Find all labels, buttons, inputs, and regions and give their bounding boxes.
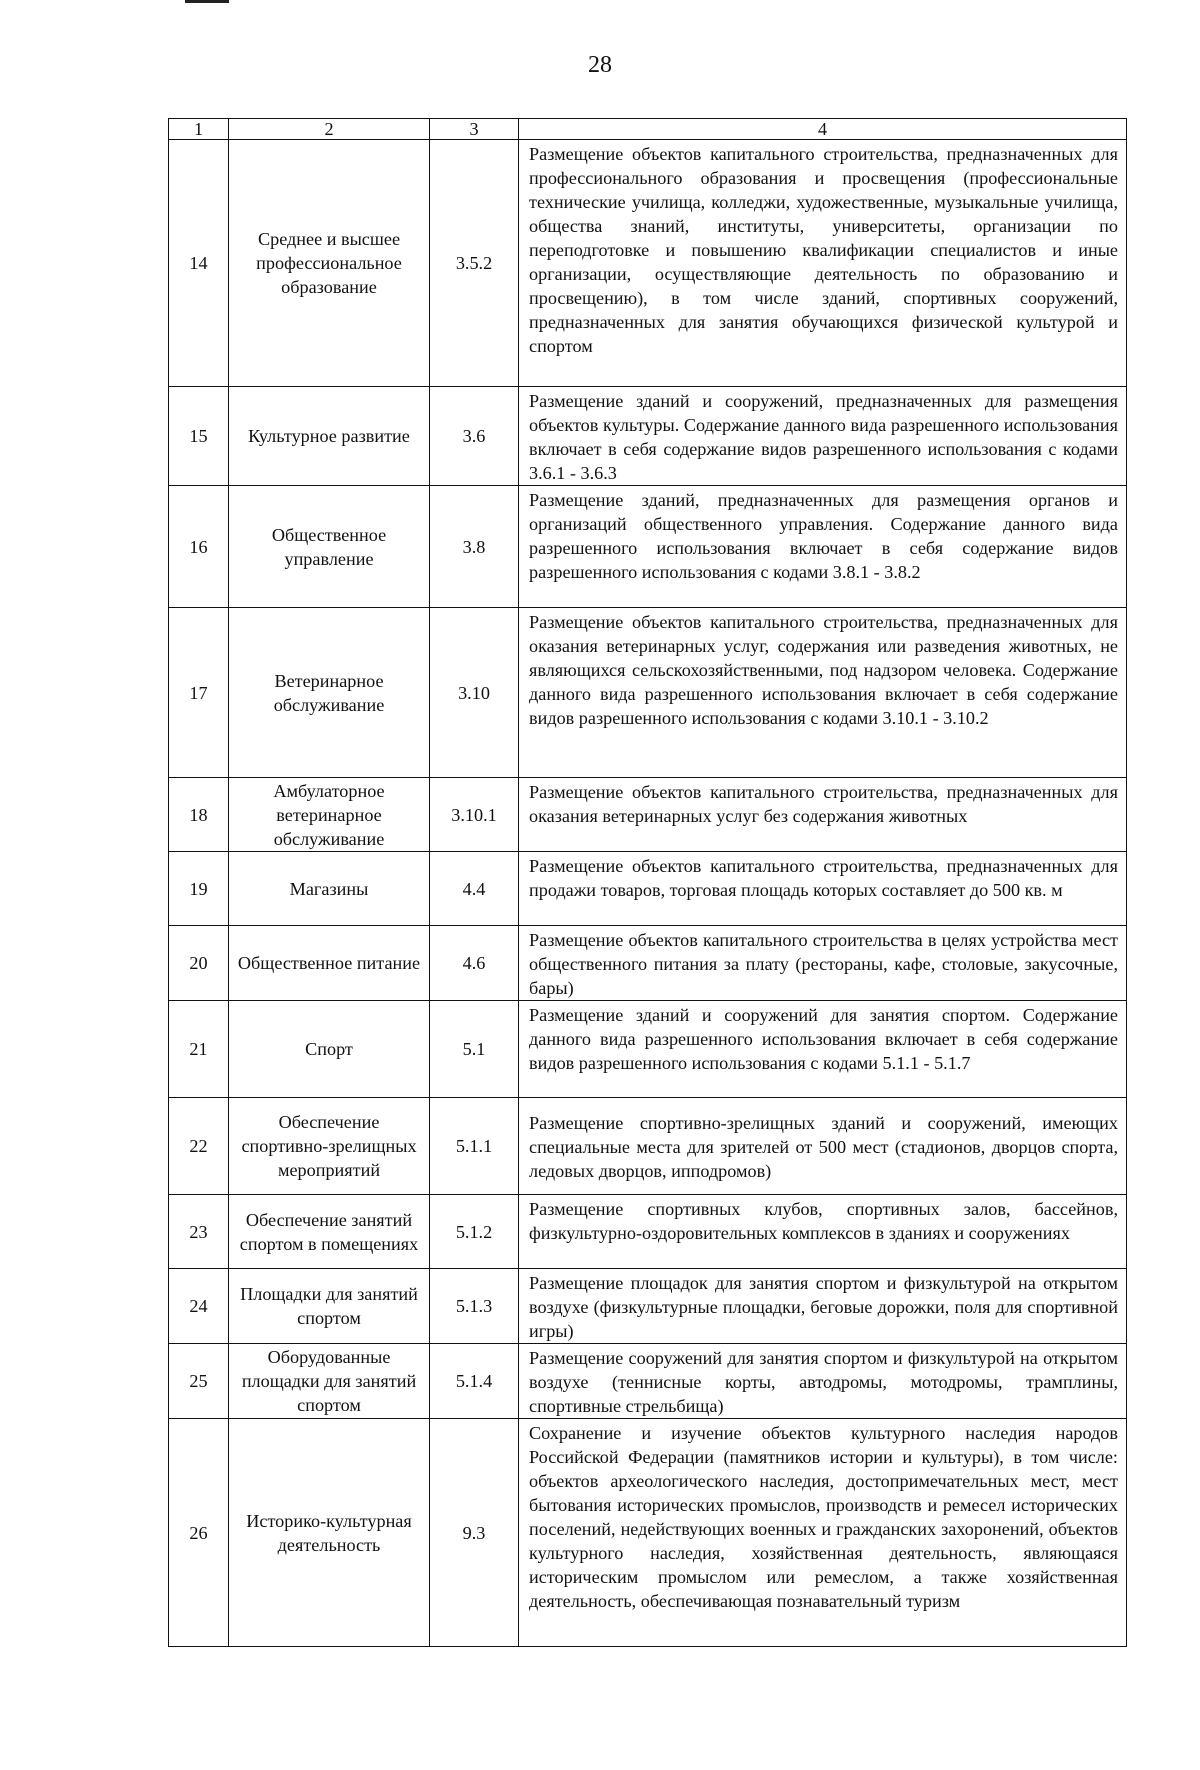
table-row xyxy=(169,1195,1127,1269)
row-name: Оборудованные площадки для занятий спортом xyxy=(229,1344,430,1419)
row-description: Размещение объектов капитального строительства в целях устройства мест общественного питания за плату (рестораны, кафе, столовые, закусочные, бары) xyxy=(519,926,1127,1001)
table-row xyxy=(169,1419,1127,1647)
row-description: Размещение объектов капитального строительства, предназначенных для профессионального образования и просвещения (профессиональные технические училища, колледжи, художественные, музыкальные училища, общества знаний, институты, университеты, организации по переподготовке и повышению квалификации специалистов и иные организации, осуществляющие деятельность по образованию и просвещению), в том числе зданий, спортивных сооружений, предназначенных для занятия обучающихся физической культурой и спортом xyxy=(519,140,1127,387)
row-name: Общественное питание xyxy=(229,926,430,1001)
table-row xyxy=(169,852,1127,926)
row-name: Магазины xyxy=(229,852,430,926)
table-row xyxy=(169,1001,1127,1098)
page-number: 28 xyxy=(588,52,612,78)
row-code: 3.6 xyxy=(430,387,519,486)
header-cell-name: 2 xyxy=(229,119,430,140)
table-row xyxy=(169,926,1127,1001)
table-row xyxy=(169,486,1127,608)
row-name: Обеспечение занятий спортом в помещениях xyxy=(229,1195,430,1269)
row-code: 9.3 xyxy=(430,1419,519,1647)
table-row xyxy=(169,1098,1127,1195)
table-row xyxy=(169,387,1127,486)
row-name: Культурное развитие xyxy=(229,387,430,486)
row-number: 26 xyxy=(169,1419,229,1647)
land-use-table xyxy=(168,118,1127,1647)
row-code: 3.10.1 xyxy=(430,778,519,852)
header-cell-number: 1 xyxy=(169,119,229,140)
row-description: Размещение спортивно-зрелищных зданий и сооружений, имеющих специальные места для зрителей от 500 мест (стадионов, дворцов спорта, ледовых дворцов, ипподромов) xyxy=(519,1098,1127,1195)
row-code: 3.8 xyxy=(430,486,519,608)
row-number: 15 xyxy=(169,387,229,486)
row-name: Ветеринарное обслуживание xyxy=(229,608,430,778)
row-code: 3.10 xyxy=(430,608,519,778)
row-description: Размещение зданий, предназначенных для размещения органов и организаций общественного управления. Содержание данного вида разрешенного использования включает в себя содержание видов разрешенного использования с кодами 3.8.1 - 3.8.2 xyxy=(519,486,1127,608)
header-cell-code: 3 xyxy=(430,119,519,140)
row-description: Размещение сооружений для занятия спортом и физкультурой на открытом воздухе (теннисные корты, автодромы, мотодромы, трамплины, спортивные стрельбища) xyxy=(519,1344,1127,1419)
row-description: Размещение объектов капитального строительства, предназначенных для оказания ветеринарных услуг без содержания животных xyxy=(519,778,1127,852)
table-row xyxy=(169,140,1127,387)
row-description: Размещение спортивных клубов, спортивных залов, бассейнов, физкультурно-оздоровительных комплексов в зданиях и сооружениях xyxy=(519,1195,1127,1269)
table-row xyxy=(169,1269,1127,1344)
table-row xyxy=(169,778,1127,852)
row-number: 18 xyxy=(169,778,229,852)
row-number: 25 xyxy=(169,1344,229,1419)
row-code: 5.1.4 xyxy=(430,1344,519,1419)
row-number: 21 xyxy=(169,1001,229,1098)
row-description: Размещение площадок для занятия спортом и физкультурой на открытом воздухе (физкультурные площадки, беговые дорожки, поля для спортивной игры) xyxy=(519,1269,1127,1344)
row-name: Историко-культурная деятельность xyxy=(229,1419,430,1647)
row-name: Амбулаторное ветеринарное обслуживание xyxy=(229,778,430,852)
row-name: Обеспечение спортивно-зрелищных мероприятий xyxy=(229,1098,430,1195)
row-name: Площадки для занятий спортом xyxy=(229,1269,430,1344)
table-header-row xyxy=(169,119,1127,140)
table-row xyxy=(169,1344,1127,1419)
row-description: Размещение зданий и сооружений, предназначенных для размещения объектов культуры. Содержание данного вида разрешенного использования включает в себя содержание видов разрешенного использования с кодами 3.6.1 - 3.6.3 xyxy=(519,387,1127,486)
row-number: 20 xyxy=(169,926,229,1001)
row-number: 22 xyxy=(169,1098,229,1195)
row-code: 3.5.2 xyxy=(430,140,519,387)
row-description: Размещение зданий и сооружений для занятия спортом. Содержание данного вида разрешенного использования включает в себя содержание видов разрешенного использования с кодами 5.1.1 - 5.1.7 xyxy=(519,1001,1127,1098)
row-name: Общественное управление xyxy=(229,486,430,608)
row-code: 5.1 xyxy=(430,1001,519,1098)
row-number: 14 xyxy=(169,140,229,387)
table-row xyxy=(169,608,1127,778)
row-code: 4.4 xyxy=(430,852,519,926)
row-description: Размещение объектов капитального строительства, предназначенных для продажи товаров, торговая площадь которых составляет до 500 кв. м xyxy=(519,852,1127,926)
row-number: 23 xyxy=(169,1195,229,1269)
row-description: Сохранение и изучение объектов культурного наследия народов Российской Федерации (памятников истории и культуры), в том числе: объектов археологического наследия, достопримечательных мест, мест бытования исторических промыслов, производств и ремесел исторических поселений, недействующих военных и гражданских захоронений, объектов культурного наследия, хозяйственная деятельность, являющаяся историческим промыслом или ремеслом, а также хозяйственная деятельность, обеспечивающая познавательный туризм xyxy=(519,1419,1127,1647)
row-code: 5.1.3 xyxy=(430,1269,519,1344)
row-number: 16 xyxy=(169,486,229,608)
row-number: 19 xyxy=(169,852,229,926)
row-code: 5.1.2 xyxy=(430,1195,519,1269)
row-code: 4.6 xyxy=(430,926,519,1001)
row-description: Размещение объектов капитального строительства, предназначенных для оказания ветеринарных услуг, содержания или разведения животных, не являющихся сельскохозяйственными, под надзором человека. Содержание данного вида разрешенного использования включает в себя содержание видов разрешенного использования с кодами 3.10.1 - 3.10.2 xyxy=(519,608,1127,778)
row-name: Спорт xyxy=(229,1001,430,1098)
row-number: 17 xyxy=(169,608,229,778)
row-name: Среднее и высшее профессиональное образование xyxy=(229,140,430,387)
row-code: 5.1.1 xyxy=(430,1098,519,1195)
scan-artifact xyxy=(185,0,229,3)
header-cell-description: 4 xyxy=(519,119,1127,140)
row-number: 24 xyxy=(169,1269,229,1344)
